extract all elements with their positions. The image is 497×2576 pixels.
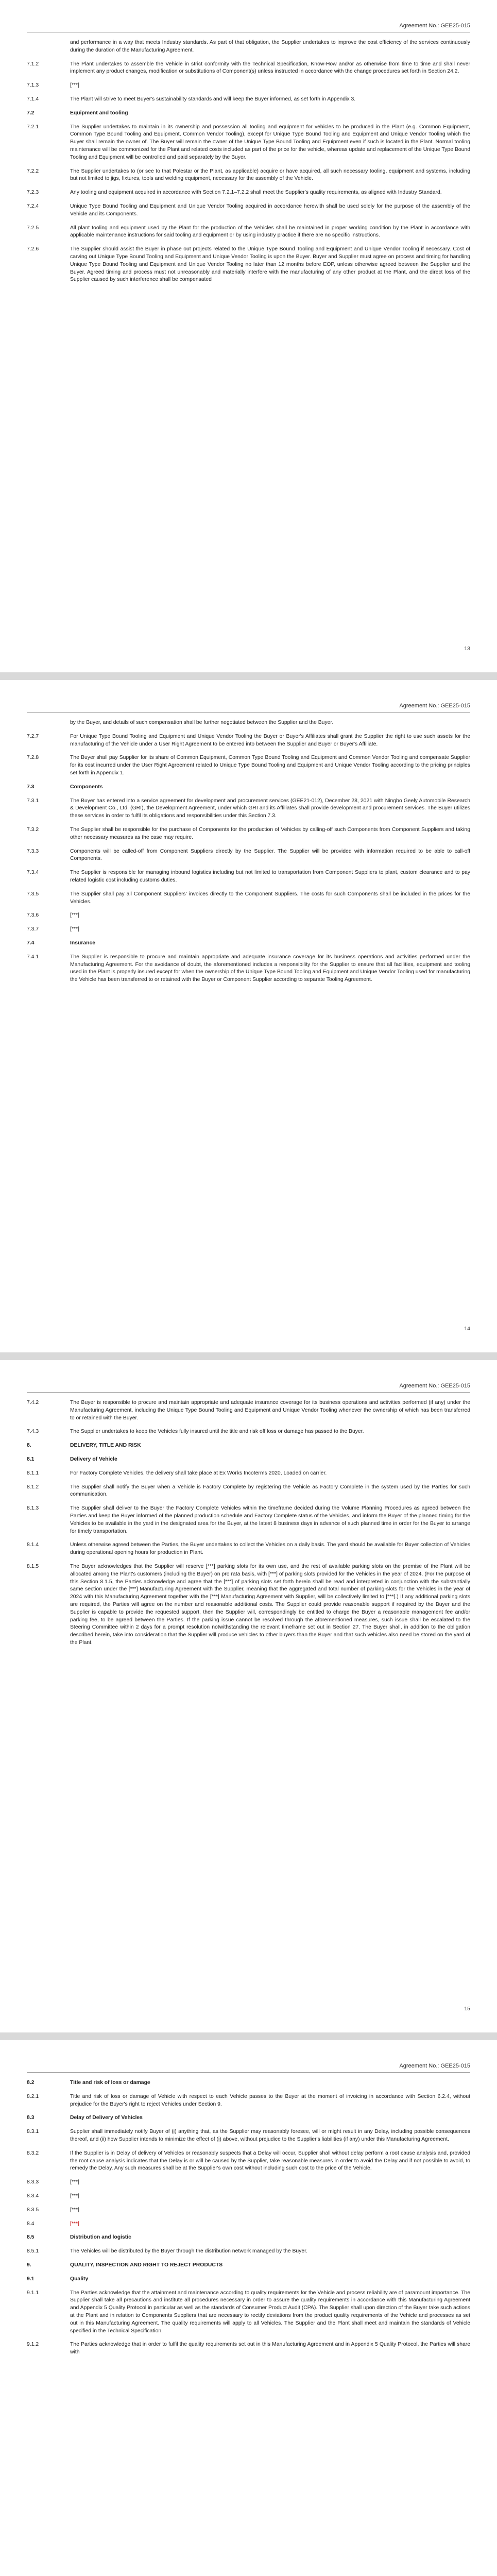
clause-text: by the Buyer, and details of such compensation shall be further negotiated between the Supplier and the Buyer. [70, 720, 334, 725]
clause-number: 7.4.3 [27, 1429, 39, 1435]
clause [27, 2221, 470, 2228]
clause [27, 719, 470, 727]
section-heading [27, 2114, 470, 2122]
clause-number: 9.1.2 [27, 2342, 39, 2348]
clause-number: 8.3.1 [27, 2129, 39, 2135]
clause-text: Unique Type Bound Tooling and Equipment and Unique Vendor Tooling acquired in accordance herewith shall be used solely for the purpose of the assembly of the Vehicle and its Components. [70, 203, 470, 217]
clause-number: 7.3.7 [27, 926, 39, 933]
clause-number [27, 719, 70, 727]
heading-text: DELIVERY, TITLE AND RISK [70, 1443, 141, 1449]
clause-text: For Unique Type Bound Tooling and Equipment and Unique Vendor Tooling the Buyer or Buyer's Affiliates shall grant the Supplier the right to use such assets for the manufacturing of the Vehicle under a User Right Agreement to be entered into between the Supplier and Buyer or Buyer's Affiliate. [70, 733, 470, 747]
clause-number: 8.1.4 [27, 1542, 39, 1548]
clause [27, 2193, 470, 2200]
page-header: Agreement No.: GEE25-015 [399, 23, 470, 29]
clause-number: 7.4 [27, 940, 35, 946]
section-heading [27, 2079, 470, 2087]
clause-text: The Parties acknowledge that the attainment and maintenance according to quality requirements for the Vehicle and process reliability are of paramount importance. The Supplier shall take all precautions and institute all procedures necessary in order to assure the quality requirements in accordance with this Manufacturing Agreement and Appendix 5 Quality Protocol in particular as well as the standards of Consumer Product Audit (CPA). The Supplier shall upon direction of the Buyer take such actions at the Plant and in relation to Components Suppliers that are necessary to rectify deviations from the product quality requirements of the Vehicle and processes as set out in this Manufacturing Agreement. The quality requirements will apply to all Vehicles. The Supplier and the Plant shall meet and maintain the standards of Vehicle specified in the Technical Specification. [70, 2290, 470, 2334]
clause-text: The Supplier undertakes to (or see to that Polestar or the Plant, as applicable) acquire or have acquired, all such necessary tooling, equipment and systems, including but not limited to jigs, fixtures, tools and welding equipment, necessary for the assembly of the Vehicle. [70, 168, 470, 182]
clause-number: 7.3 [27, 784, 35, 790]
clause-number: 9.1 [27, 2276, 35, 2282]
clause-number: 8.5.1 [27, 2248, 39, 2255]
clause-text: The Supplier is responsible to procure and maintain appropriate and adequate insurance coverage for its business operations and activities performed under the Manufacturing Agreement. For the avoidance of doubt, the aforementioned includes a responsibility for the Supplier to ensure that all facilities, equipment and tooling used in the Plant is properly insured except for when the ownership of the Unique Type Bound Tooling and Equipment and Unique Vendor Tooling used for manufacturing the Vehicle has been transferred to or retained with the Buyer or Component Supplier according to separate Tooling Agreement. [70, 954, 470, 983]
clause-number: 7.2.2 [27, 168, 39, 174]
heading-text: Distribution and logistic [70, 2234, 131, 2241]
clause-text: The Supplier shall deliver to the Buyer the Factory Complete Vehicles within the timeframe decided during the Volume Planning Procedures as agreed between the Parties and keep the Buyer informed of the planned production schedule and Factory Complete status of the Vehicles, and inform the Buyer of the planned timing for the Vehicles to be available in the yard in the designated area for the Buyer, at the latest 8 business days in advance of such planned time in order for the Buyer to arrange for timely transportation. [70, 1505, 470, 1534]
document-page [0, 2040, 497, 2576]
clause [27, 2341, 470, 2357]
clause [27, 869, 470, 885]
clause [27, 124, 470, 162]
clause-number: 7.3.3 [27, 848, 39, 854]
clause-number: 7.2.6 [27, 246, 39, 252]
clause [27, 168, 470, 183]
clause-text: All plant tooling and equipment used by the Plant for the production of the Vehicles shall be maintained in proper working condition by the Plant in accordance with applicable maintenance instructions for said tooling and equipment or by using industry practice if there are no specific instructions. [70, 225, 470, 239]
clause-number: 7.2.1 [27, 124, 39, 130]
clause [27, 891, 470, 906]
clause [27, 61, 470, 76]
heading-text: Delay of Delivery of Vehicles [70, 2115, 143, 2121]
clause-text: The Supplier shall be responsible for the purchase of Components for the production of Vehicles by calling-off such Components from Component Suppliers and taking other necessary measures as the case may require. [70, 826, 470, 840]
page-header: Agreement No.: GEE25-015 [399, 703, 470, 709]
page-body [27, 719, 470, 990]
clause-number: 7.2.5 [27, 225, 39, 231]
heading-text: Equipment and tooling [70, 110, 128, 116]
clause-number: 7.1.3 [27, 82, 39, 89]
clause-number: 8.1.1 [27, 1470, 39, 1476]
clause-text: The Parties acknowledge that in order to fulfil the quality requirements set out in this Manufacturing Agreement and in Appendix 5 Quality Protocol, the Parties will share with [70, 2342, 470, 2355]
clause [27, 733, 470, 749]
clause-text: [***] [70, 2193, 79, 2199]
clause-number: 8.1 [27, 1456, 35, 1462]
clause-text: For Factory Complete Vehicles, the delivery shall take place at Ex Works Incoterms 2020, Loaded on carrier. [70, 1470, 327, 1476]
clause-number: 7.3.5 [27, 891, 39, 897]
section-heading [27, 2262, 470, 2269]
section-heading [27, 1456, 470, 1464]
clause-number: 7.2.8 [27, 755, 39, 761]
header-divider [27, 2072, 470, 2073]
clause-number: 7.3.6 [27, 912, 39, 919]
clause [27, 189, 470, 197]
clause [27, 2248, 470, 2256]
clause-number: 8.1.5 [27, 1563, 39, 1569]
clause-text: Components will be called-off from Component Suppliers directly by the Supplier. The Supplier will be provided with information required to be able to call-off Components. [70, 848, 470, 862]
clause [27, 912, 470, 920]
header-divider [27, 1392, 470, 1393]
clause-number: 7.4.2 [27, 1400, 39, 1405]
clause [27, 203, 470, 218]
clause-number: 8.3 [27, 2115, 35, 2121]
document-page [0, 680, 497, 1352]
page-body [27, 2079, 470, 2363]
clause-text: The Buyer acknowledges that the Supplier will reserve [***] parking slots for its own use, and the rest of available parking slots on the premise of the Plant will be allocated among the Plant's customers (including the Buyer) on pro rata basis, with [***] of parking slots provided for the Vehicles in the year of 2024. (For the purpose of this Section 8.1.5, the Parties acknowledge and agree that the [***] of parking slots set forth herein shall be read and interpreted in conjunction with the substantially same section under the [***] Manufacturing Agreement with the Supplier, meaning that the aggregated and total number of parking-slots for the Vehicles in the year of 2024 with this Manufacturing Agreement together with the [***] Manufacturing Agreement with Supplier, will be collectively limited to [***].) If any additional parking slots are required, the Parties will agree on the number and reasonable additional costs. The Supplier could provide reasonable support if required by the Buyer and the Supplier is capable to provide the requested support, then the Supplier will, correspondingly be entitled to charge the Buyer a reasonable management fee and/or parking fee, to be agreed between the Parties. If the parking issue cannot be resolved through the aforementioned measures, such issue shall be escalated to the Steering Committee within 2 days for a prompt resolution notwithstanding the relevant timeframe set out in Section 27. The Buyer shall, in addition to the obligation described herein, take into consideration that the Supplier will produce vehicles to other buyers than the Buyer and that such vehicles also need be stored on the yard of the Plant. [70, 1563, 470, 1646]
clause-number: 8.1.2 [27, 1484, 39, 1490]
page-header: Agreement No.: GEE25-015 [399, 2063, 470, 2069]
section-heading [27, 1442, 470, 1450]
page-body [27, 39, 470, 290]
clause [27, 2150, 470, 2173]
clause-text: and performance in a way that meets Industry standards. As part of that obligation, the Supplier undertakes to improve the cost efficiency of the services continuously during the duration of the Manufacturing Agreement. [70, 40, 470, 53]
clause [27, 826, 470, 842]
section-heading [27, 784, 470, 791]
clause-number: 7.4.1 [27, 954, 39, 960]
clause-text: Any tooling and equipment acquired in accordance with Section 7.2.1–7.2.2 shall meet the Supplier's quality requirements, as aligned with Industry Standard. [70, 190, 442, 196]
section-heading [27, 110, 470, 117]
heading-text: Quality [70, 2276, 89, 2282]
clause-text: [***] [70, 2221, 79, 2227]
clause [27, 2207, 470, 2214]
clause-text: [***] [70, 912, 79, 919]
clause [27, 954, 470, 984]
heading-text: Delivery of Vehicle [70, 1456, 117, 1462]
clause-number: 8.3.5 [27, 2207, 39, 2213]
section-heading [27, 2276, 470, 2283]
heading-text: Title and risk of loss or damage [70, 2080, 150, 2086]
clause [27, 2128, 470, 2144]
clause-text: The Buyer shall pay Supplier for its share of Common Equipment, Common Type Bound Tooling and Equipment and Common Vendor Tooling and compensate Supplier for its cost incurred under the User Right Agreement related to Unique Type Bound Tooling and Equipment and Unique Vendor Tooling according to the pricing principles set forth in Appendix 1. [70, 755, 470, 776]
clause-text: The Buyer has entered into a service agreement for development and procurement services (GEE21-012), December 28, 2021 with Ningbo Geely Automobile Research & Development Co., Ltd. (GRI), the Development Agreement, under which GRI and its Affiliates shall provide development and procurement services. The Buyer utilizes these services in order to fulfil its obligations and responsibilities under this Section 7.3. [70, 798, 470, 819]
clause-number: 7.1.2 [27, 61, 39, 67]
clause [27, 1470, 470, 1478]
clause-number: 9.1.1 [27, 2290, 39, 2296]
clause-text: [***] [70, 2179, 79, 2185]
clause-text: The Supplier is responsible for managing inbound logistics including but not limited to transportation from Component Suppliers to plant, custom clearance and to pay related logistic cost including customs duties. [70, 870, 470, 883]
clause-number: 8.5 [27, 2234, 35, 2241]
clause-text: The Supplier shall pay all Component Suppliers' invoices directly to the Component Suppliers. The costs for such Components shall be included in the prices for the Vehicles. [70, 891, 470, 905]
clause [27, 246, 470, 284]
clause [27, 1399, 470, 1422]
clause [27, 1541, 470, 1557]
clause [27, 82, 470, 90]
clause-number: 7.2.7 [27, 733, 39, 739]
clause-number: 8. [27, 1443, 31, 1449]
page-number: 13 [464, 646, 470, 652]
clause [27, 2290, 470, 2335]
clause-number: 8.3.4 [27, 2193, 39, 2199]
clause-number: 8.2 [27, 2080, 35, 2086]
clause [27, 39, 470, 55]
clause-number: 9. [27, 2262, 31, 2268]
clause-number: 7.1.4 [27, 96, 39, 102]
clause [27, 1428, 470, 1436]
clause-number: 7.2.4 [27, 203, 39, 209]
document-page [0, 0, 497, 672]
clause [27, 926, 470, 934]
clause [27, 754, 470, 777]
clause-text: The Supplier should assist the Buyer in phase out projects related to the Unique Type Bound Tooling and Equipment and Unique Vendor Tooling if necessary. Cost of carving out Unique Type Bound Tooling and Equipment and Unique Vendor Tooling is upon the Buyer. Buyer and Supplier must agree on process and timing for handling Unique Type Bound Tooling and Equipment and Unique Vendor Tooling no later than 12 months before EOP, unless otherwise agreed between the Supplier and the Buyer. Agreed timing and process must not unreasonably and materially interfere with the manufacturing of any other product at the Plant, and the direct loss of the Supplier caused by such interference shall be compensated [70, 246, 470, 283]
clause-text: If the Supplier is in Delay of delivery of Vehicles or reasonably suspects that a Delay will occur, Supplier shall without delay perform a root cause analysis and, provided the root cause analysis indicates that the Delay is or will be caused by the Supplier, take reasonable measures in order to avoid the Delay and if not possible to avoid, to remedy the Delay. Any such measures shall be at the Supplier's own cost without including such cost to the price of the Vehicle. [70, 2150, 470, 2172]
clause-number: 8.2.1 [27, 2093, 39, 2099]
clause-text: Unless otherwise agreed between the Parties, the Buyer undertakes to collect the Vehicles on a daily basis. The yard should be available for Buyer collection of Vehicles during operational opening hours for production in Plant. [70, 1542, 470, 1556]
clause-number: 7.3.2 [27, 826, 39, 833]
clause-text: The Supplier undertakes to keep the Vehicles fully insured until the title and risk off loss or damage has passed to the Buyer. [70, 1429, 364, 1435]
clause [27, 225, 470, 240]
clause-number: 7.3.1 [27, 798, 39, 804]
heading-text: QUALITY, INSPECTION AND RIGHT TO REJECT PRODUCTS [70, 2262, 223, 2268]
clause-number: 7.2.3 [27, 190, 39, 196]
page-number: 15 [464, 2006, 470, 2012]
clause-number: 8.3.2 [27, 2150, 39, 2156]
clause-text: The Buyer is responsible to procure and maintain appropriate and adequate insurance coverage for its business operations and activities performed (if any) under the Manufacturing Agreement, including the Unique Type Bound Tooling and Equipment and Unique Vendor Tooling whenever the ownership of which has been transferred to or retained with the Buyer. [70, 1400, 470, 1421]
document-page [0, 1360, 497, 2032]
page-body [27, 1399, 470, 1653]
clause-number [27, 39, 70, 55]
clause-text: The Plant will strive to meet Buyer's sustainability standards and will keep the Buyer informed, as set forth in Appendix 3. [70, 96, 356, 102]
section-heading [27, 2234, 470, 2242]
clause-text: [***] [70, 82, 79, 89]
clause [27, 848, 470, 863]
clause-text: The Vehicles will be distributed by the Buyer through the distribution network managed by the Buyer. [70, 2248, 307, 2255]
clause [27, 2093, 470, 2109]
clause-text: The Plant undertakes to assemble the Vehicle in strict conformity with the Technical Specification, Know-How and/or as otherwise from time to time and shall never implement any product changes, modification or substitutions of Component(s) unless instructed in accordance with the change procedures set forth in Section 24.2. [70, 61, 470, 75]
page-header: Agreement No.: GEE25-015 [399, 1383, 470, 1389]
section-heading [27, 940, 470, 947]
clause-text: Supplier shall immediately notify Buyer of (i) anything that, as the Supplier may reasonably foresee, will or might result in any Delay, including possible consequences thereof, and (ii) how Supplier intends to minimize the effect of (i) above, without prejudice to the Supplier's liabilities (if any) under this Manufacturing Agreement. [70, 2129, 470, 2142]
clause-number: 7.3.4 [27, 870, 39, 876]
clause-text: Title and risk of loss or damage of Vehicle with respect to each Vehicle passes to the Buyer at the moment of invoicing in accordance with Section 6.2.4, without prejudice for the Buyer's right to reject Vehicles under Section 9. [70, 2093, 470, 2107]
clause [27, 798, 470, 820]
heading-text: Insurance [70, 940, 96, 946]
clause-number: 7.2 [27, 110, 35, 116]
clause-text: The Supplier shall notify the Buyer when a Vehicle is Factory Complete by registering the Vehicle as Factory Complete in the system used by the Parties for such communication. [70, 1484, 470, 1498]
heading-text: Components [70, 784, 103, 790]
page-number: 14 [464, 1326, 470, 1332]
clause [27, 1484, 470, 1499]
clause [27, 96, 470, 104]
clause-text: [***] [70, 2207, 79, 2213]
header-divider [27, 712, 470, 713]
clause-text: The Supplier undertakes to maintain in its ownership and possession all tooling and equipment for vehicles to be produced in the Plant (e.g. Common Equipment, Common Type Bound Tooling and Equipment, Common Vendor Tooling), except for Unique Type Bound Tooling and Equipment and Unique Vendor Tooling which the Buyer shall remain the owner of. The Buyer will remain the owner of the Unique Type Bound Tooling and Equipment even if such is located in the Plant. Normal tooling maintenance will be commonized for the Plant and related costs included as part of the price for the vehicle, whereas update and replacement of the Unique Type Bound Tooling and Equipment will be controlled and paid separately by the Buyer. [70, 124, 470, 160]
clause [27, 1505, 470, 1535]
clause-number: 8.3.3 [27, 2179, 39, 2185]
clause [27, 1563, 470, 1647]
clause-text: [***] [70, 926, 79, 933]
clause-number: 8.1.3 [27, 1505, 39, 1512]
clause-number: 8.4 [27, 2221, 35, 2227]
clause [27, 2179, 470, 2187]
